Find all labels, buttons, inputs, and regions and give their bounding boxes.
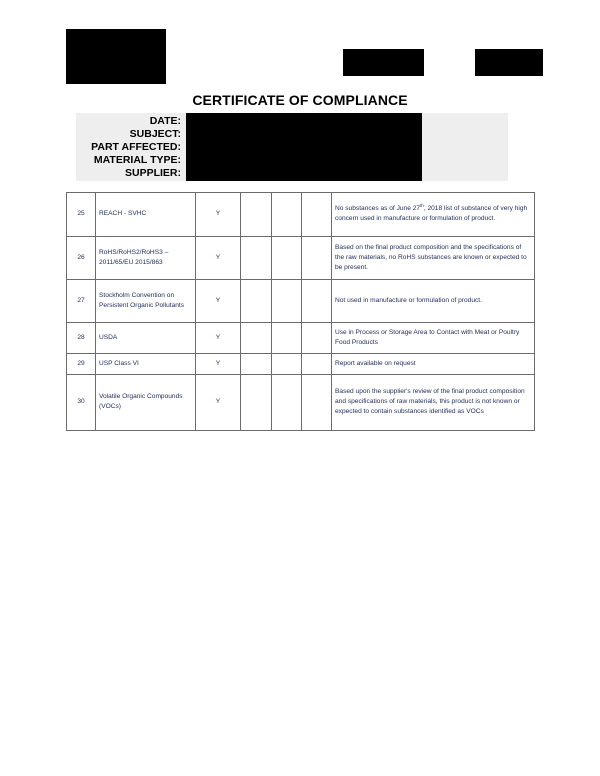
- empty-cell: [272, 375, 302, 431]
- regulation-name: Volatile Organic Compounds (VOCs): [96, 375, 196, 431]
- regulation-name: RoHS/RoHS2/RoHS3 – 2011/65/EU 2015/863: [96, 237, 196, 280]
- empty-cell: [272, 323, 302, 354]
- compliance-note: Based upon the supplier's review of the final product composition and specifications of raw materials, this product is not known or expected to contain substances identified as VOCs: [332, 375, 535, 431]
- empty-cell: [241, 237, 272, 280]
- date-label: DATE:: [149, 115, 181, 127]
- empty-cell: [302, 193, 332, 237]
- compliance-note: Report available on request: [332, 354, 535, 375]
- empty-cell: [241, 193, 272, 237]
- row-number: 25: [67, 193, 96, 237]
- supplier-label: SUPPLIER:: [124, 167, 181, 179]
- material-type-label: MATERIAL TYPE:: [93, 154, 181, 166]
- row-number: 29: [67, 354, 96, 375]
- table-row: [67, 323, 535, 354]
- regulation-name: USDA: [96, 323, 196, 354]
- redacted-info-values: [186, 113, 422, 181]
- empty-cell: [272, 280, 302, 323]
- regulation-name: REACH - SVHC: [96, 193, 196, 237]
- compliance-flag: Y: [196, 237, 241, 280]
- table-row: [67, 237, 535, 280]
- regulation-name: USP Class VI: [96, 354, 196, 375]
- table-row: [67, 280, 535, 323]
- empty-cell: [241, 323, 272, 354]
- compliance-flag: Y: [196, 354, 241, 375]
- redacted-logo: [66, 29, 166, 84]
- empty-cell: [302, 375, 332, 431]
- compliance-table: [66, 192, 535, 431]
- row-number: 26: [67, 237, 96, 280]
- empty-cell: [302, 280, 332, 323]
- regulation-name: Stockholm Convention on Persistent Organic Pollutants: [96, 280, 196, 323]
- compliance-flag: Y: [196, 375, 241, 431]
- redacted-header-block: [475, 49, 543, 76]
- empty-cell: [302, 237, 332, 280]
- empty-cell: [272, 193, 302, 237]
- empty-cell: [241, 354, 272, 375]
- redacted-header-block: [343, 49, 424, 76]
- compliance-note: Use in Process or Storage Area to Contact with Meat or Poultry Food Products: [332, 323, 535, 354]
- empty-cell: [302, 323, 332, 354]
- compliance-flag: Y: [196, 193, 241, 237]
- info-labels: [76, 115, 181, 180]
- row-number: 30: [67, 375, 96, 431]
- table-row: [67, 375, 535, 431]
- certificate-info-block: [76, 113, 508, 181]
- subject-label: SUBJECT:: [129, 128, 181, 140]
- row-number: 28: [67, 323, 96, 354]
- empty-cell: [272, 354, 302, 375]
- empty-cell: [241, 375, 272, 431]
- document-title: CERTIFICATE OF COMPLIANCE: [192, 92, 408, 108]
- compliance-note: Based on the final product composition and the specifications of the raw materials, no RoHS substances are known or expected to be present.: [332, 237, 535, 280]
- compliance-flag: Y: [196, 323, 241, 354]
- compliance-note: Not used in manufacture or formulation of product.: [332, 280, 535, 323]
- part-affected-label: PART AFFECTED:: [91, 141, 181, 153]
- table-row: [67, 193, 535, 237]
- row-number: 27: [67, 280, 96, 323]
- table-row: [67, 354, 535, 375]
- empty-cell: [272, 237, 302, 280]
- compliance-note: No substances as of June 27th, 2018 list of substance of very high concern used in manufacture or formulation of product.: [332, 193, 535, 237]
- empty-cell: [302, 354, 332, 375]
- empty-cell: [241, 280, 272, 323]
- compliance-flag: Y: [196, 280, 241, 323]
